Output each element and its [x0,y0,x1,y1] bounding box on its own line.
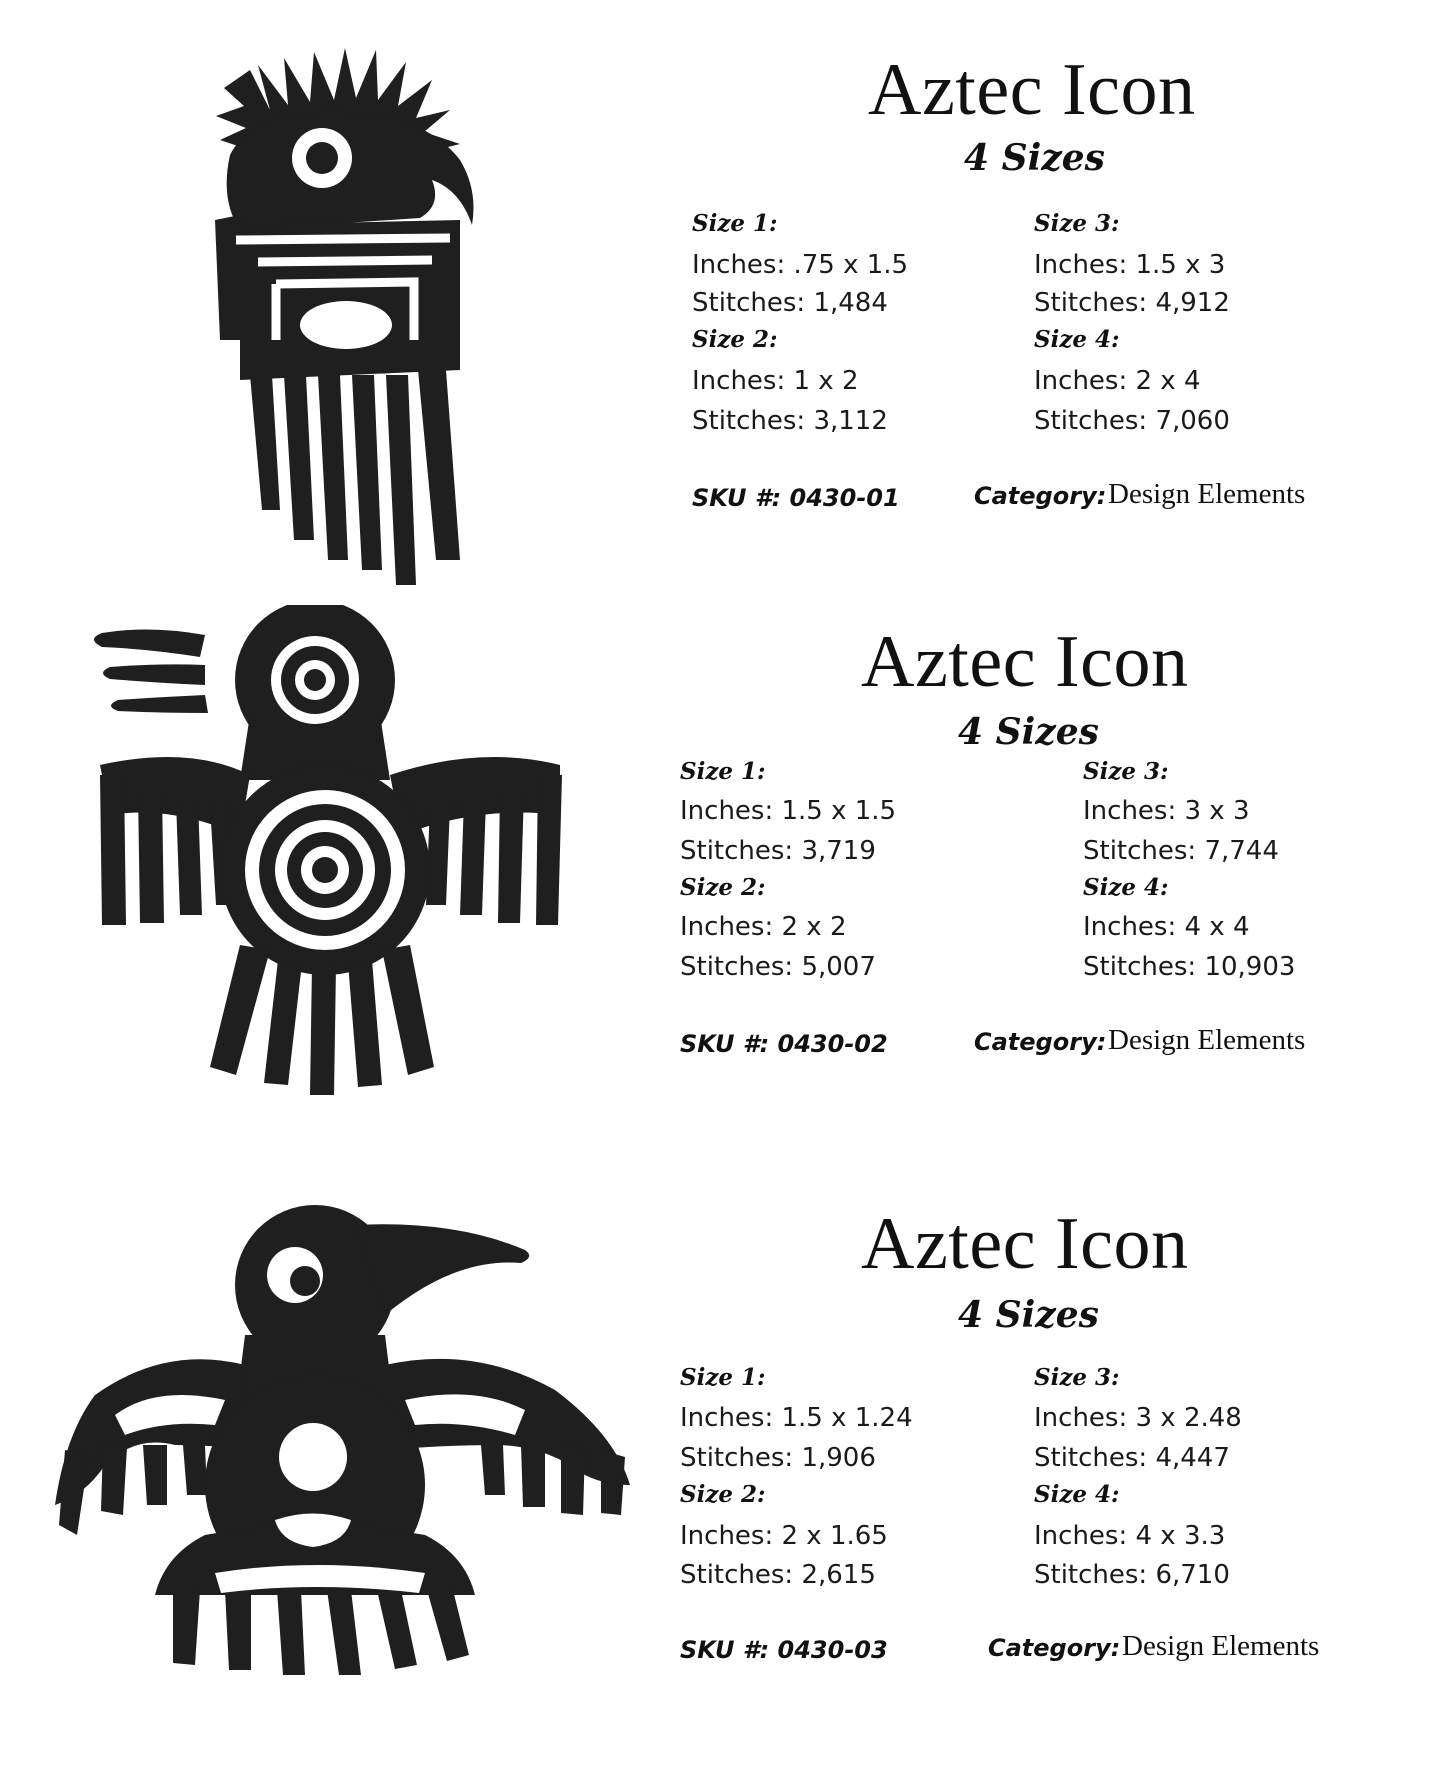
category-label: Category: [988,1634,1121,1662]
sku-label: SKU #: 0430-01 [692,484,900,512]
size-stitches: Stitches: 1,906 [680,1443,876,1473]
size-label: Size 3: [1034,210,1120,237]
size-stitches: Stitches: 1,484 [692,288,888,318]
size-stitches: Stitches: 2,615 [680,1560,876,1590]
size-inches: Inches: 1 x 2 [692,366,859,396]
product-title: Aztec Icon [861,1203,1189,1285]
size-inches: Inches: 3 x 3 [1083,796,1250,826]
product-subtitle: 4 Sizes [964,137,1105,179]
size-inches: Inches: 4 x 4 [1083,912,1250,942]
size-inches: Inches: 1.5 x 3 [1034,250,1226,280]
product-subtitle: 4 Sizes [958,711,1099,753]
size-inches: Inches: 3 x 2.48 [1034,1403,1242,1433]
size-inches: Inches: .75 x 1.5 [692,250,909,280]
size-label: Size 3: [1034,1364,1120,1391]
size-stitches: Stitches: 7,744 [1083,836,1279,866]
product-subtitle: 4 Sizes [958,1294,1099,1336]
size-stitches: Stitches: 4,912 [1034,288,1230,318]
size-label: Size 3: [1083,758,1169,785]
category-label: Category: [974,1028,1107,1056]
size-inches: Inches: 1.5 x 1.24 [680,1403,913,1433]
size-stitches: Stitches: 6,710 [1034,1560,1230,1590]
product-title: Aztec Icon [861,621,1189,703]
aztec-eagle-head-icon [210,40,500,590]
size-label: Size 2: [680,1481,766,1508]
category-value: Design Elements [1108,478,1306,510]
size-stitches: Stitches: 3,112 [692,406,888,436]
size-label: Size 1: [692,210,778,237]
aztec-bird-wings-icon [55,1195,635,1675]
category-value: Design Elements [1108,1024,1306,1056]
size-stitches: Stitches: 7,060 [1034,406,1230,436]
aztec-bird-spiral-icon [90,605,600,1110]
size-inches: Inches: 2 x 2 [680,912,847,942]
size-label: Size 4: [1034,1481,1120,1508]
size-label: Size 4: [1034,326,1120,353]
category-label: Category: [974,482,1107,510]
category-value: Design Elements [1122,1630,1320,1662]
product-title: Aztec Icon [868,49,1196,131]
size-label: Size 1: [680,758,766,785]
size-inches: Inches: 2 x 1.65 [680,1521,888,1551]
size-inches: Inches: 4 x 3.3 [1034,1521,1226,1551]
size-label: Size 4: [1083,874,1169,901]
size-stitches: Stitches: 10,903 [1083,952,1296,982]
size-label: Size 2: [680,874,766,901]
size-stitches: Stitches: 5,007 [680,952,876,982]
size-label: Size 1: [680,1364,766,1391]
sku-label: SKU #: 0430-02 [680,1030,888,1058]
size-inches: Inches: 2 x 4 [1034,366,1201,396]
size-inches: Inches: 1.5 x 1.5 [680,796,897,826]
size-label: Size 2: [692,326,778,353]
size-stitches: Stitches: 4,447 [1034,1443,1230,1473]
sku-label: SKU #: 0430-03 [680,1636,888,1664]
size-stitches: Stitches: 3,719 [680,836,876,866]
